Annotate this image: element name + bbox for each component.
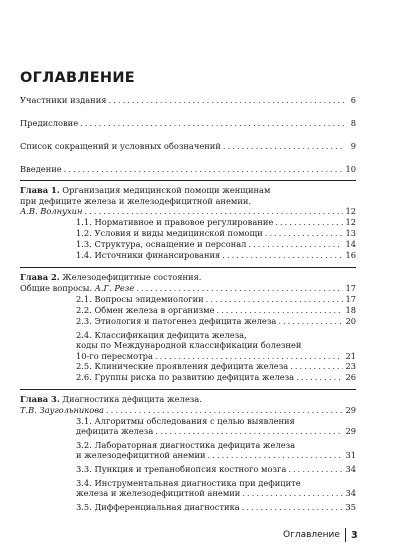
toc-entry-title-line: и железодефицитной анемии: [76, 450, 206, 460]
dot-leader: [275, 217, 343, 228]
toc-entry-page: 12: [345, 206, 356, 216]
chapter-title-text: Диагностика дефицита железа.: [59, 394, 202, 404]
toc-entry-page: 14: [345, 239, 356, 249]
toc-entry-page: 20: [345, 315, 356, 326]
toc-entry-title: Предисловие: [20, 118, 79, 128]
toc-entry-page: 34: [345, 463, 356, 474]
toc-entry-2-1[interactable]: [76, 294, 356, 305]
toc-entry-title: 2.3. Этиология и патогенез дефицита железа: [76, 315, 277, 326]
toc-entry-title-line: дефицита железа: [76, 426, 154, 436]
author-name: Т.В. Заугольникова: [20, 404, 104, 415]
toc-entry-introduction[interactable]: [20, 164, 356, 175]
dot-leader: [155, 351, 343, 362]
chapter-divider: [20, 180, 356, 181]
toc-entry-3-2[interactable]: [76, 440, 356, 461]
toc-entry-3-5[interactable]: [76, 502, 356, 513]
author-name: А.В. Волнухин: [20, 206, 83, 216]
toc-entry-1-4[interactable]: [76, 250, 356, 261]
dot-leader: [290, 361, 343, 372]
chapter-2-author: [20, 283, 356, 294]
chapter-3-title[interactable]: [20, 394, 356, 405]
toc-entry-title: Список сокращений и условных обозначений: [20, 141, 221, 151]
toc-entry-page: 31: [345, 450, 356, 460]
toc-entry-page: 29: [345, 404, 356, 415]
toc-entry-2-3[interactable]: [76, 316, 356, 327]
toc-entry-title-line: 3.2. Лабораторная диагностика дефицита железа: [76, 439, 296, 450]
toc-entry-title: 2.6. Группы риска по развитию дефицита железа: [76, 372, 295, 382]
dot-leader: [217, 305, 344, 316]
toc-entry-2-4[interactable]: [76, 330, 356, 362]
dot-leader: [288, 464, 343, 475]
dot-leader: [296, 372, 343, 383]
toc-entry-title-line: железа и железодефицитной анемии: [76, 488, 241, 498]
toc-entry-abbreviations[interactable]: [20, 141, 356, 152]
toc-entry-page: 26: [345, 372, 356, 382]
dot-leader: [106, 405, 343, 416]
toc-entry-3-1[interactable]: [76, 416, 356, 437]
chapter-title-text: Общие вопросы.: [20, 282, 95, 293]
chapter-2: [20, 272, 356, 383]
toc-entry-page: 23: [345, 361, 356, 371]
chapter-label: Глава 3.: [20, 394, 60, 404]
page-number: 3: [350, 529, 358, 541]
toc-entry-2-5[interactable]: [76, 361, 356, 372]
dot-leader: [206, 294, 344, 305]
toc-entry-page: 17: [345, 282, 356, 293]
chapter-divider: [20, 389, 356, 390]
dot-leader: [64, 164, 344, 175]
chapter-divider: [20, 267, 356, 268]
dot-leader: [242, 488, 343, 499]
chapter-1-title-line2: при дефиците железа и железодефицитной анемии.: [20, 195, 252, 206]
toc-entry-page: 6: [350, 95, 356, 105]
toc-entry-title: 2.5. Клинические проявления дефицита железа: [76, 361, 289, 371]
dot-leader: [80, 118, 344, 129]
toc-entry-title: 2.2. Обмен железа в организме: [76, 304, 215, 315]
toc-entry-page: 9: [350, 141, 356, 151]
toc-entry-title: Участники издания: [20, 95, 107, 105]
dot-leader: [84, 206, 343, 217]
toc-entry-2-6[interactable]: [76, 372, 356, 383]
toc-entry-title: 2.1. Вопросы эпидемиологии: [76, 293, 204, 304]
toc-entry-title-line: 3.1. Алгоритмы обследования с целью выявления: [76, 415, 295, 426]
running-header: Оглавление: [283, 530, 340, 540]
chapter-label: Глава 2.: [20, 272, 60, 282]
toc-entry-title-line: 3.4. Инструментальная диагностика при дефиците: [76, 477, 301, 488]
chapter-1-author: [20, 206, 356, 217]
author-name: А.Г. Резе: [94, 282, 135, 293]
toc-entry-3-3[interactable]: [76, 464, 356, 475]
toc-entry-title-line: коды по Международной классификации болезней: [76, 340, 302, 350]
dot-leader: [278, 316, 343, 327]
toc-entry-page: 12: [345, 217, 356, 227]
toc-entry-title: 3.3. Пункция и трепанобиопсия костного мозга: [76, 463, 287, 474]
toc-entry-1-2[interactable]: [76, 228, 356, 239]
dot-leader: [222, 250, 343, 261]
toc-entry-page: 10: [345, 164, 356, 174]
toc-entry-title: 1.4. Источники финансирования: [76, 250, 221, 260]
chapter-title-text: Железодефицитные состояния.: [59, 272, 202, 282]
toc-entry-title: 1.1. Нормативное и правовое регулирование: [76, 217, 274, 227]
toc-heading: ОГЛАВЛЕНИЕ: [20, 70, 136, 86]
toc-entry-page: 13: [345, 228, 356, 238]
chapter-2-title[interactable]: [20, 272, 356, 283]
toc-entry-page: 17: [345, 293, 356, 304]
dot-leader: [223, 141, 344, 152]
table-of-contents: [20, 70, 356, 519]
footer-divider: [345, 528, 346, 542]
toc-entry-page: 8: [350, 118, 356, 128]
chapter-title-text: Организация медицинской помощи женщинам: [59, 185, 271, 195]
toc-entry-title: 1.2. Условия и виды медицинской помощи: [76, 228, 263, 238]
dot-leader: [136, 283, 343, 294]
toc-entry-title-line: 2.4. Классификация дефицита железа,: [76, 329, 247, 340]
toc-entry-1-3[interactable]: [76, 239, 356, 250]
toc-entry-page: 35: [345, 501, 356, 512]
page-footer: [283, 528, 358, 542]
toc-entry-page: 34: [345, 488, 356, 498]
chapter-3-author: [20, 405, 356, 416]
toc-entry-title: 1.3. Структура, оснащение и персонал: [76, 239, 247, 249]
toc-entry-title: 3.5. Дифференциальная диагностика: [76, 501, 240, 512]
dot-leader: [155, 426, 343, 437]
toc-entry-page: 16: [345, 250, 356, 260]
toc-entry-preface[interactable]: [20, 118, 356, 129]
chapter-label: Глава 1.: [20, 185, 60, 195]
toc-entry-2-2[interactable]: [76, 305, 356, 316]
toc-entry-page: 21: [345, 350, 356, 361]
toc-entry-title-line: 10-го пересмотра: [76, 350, 153, 361]
toc-entry-3-4[interactable]: [76, 478, 356, 499]
toc-entry-participants[interactable]: [20, 95, 356, 106]
toc-entry-page: 18: [345, 304, 356, 315]
dot-leader: [108, 95, 344, 106]
chapter-1-title[interactable]: [20, 185, 356, 196]
dot-leader: [208, 450, 344, 461]
chapter-3: [20, 394, 356, 513]
toc-entry-1-1[interactable]: [76, 217, 356, 228]
toc-entry-page: 29: [345, 426, 356, 436]
chapter-1: [20, 185, 356, 261]
dot-leader: [242, 502, 344, 513]
dot-leader: [248, 239, 343, 250]
dot-leader: [265, 228, 344, 239]
toc-entry-title: Введение: [20, 164, 62, 174]
